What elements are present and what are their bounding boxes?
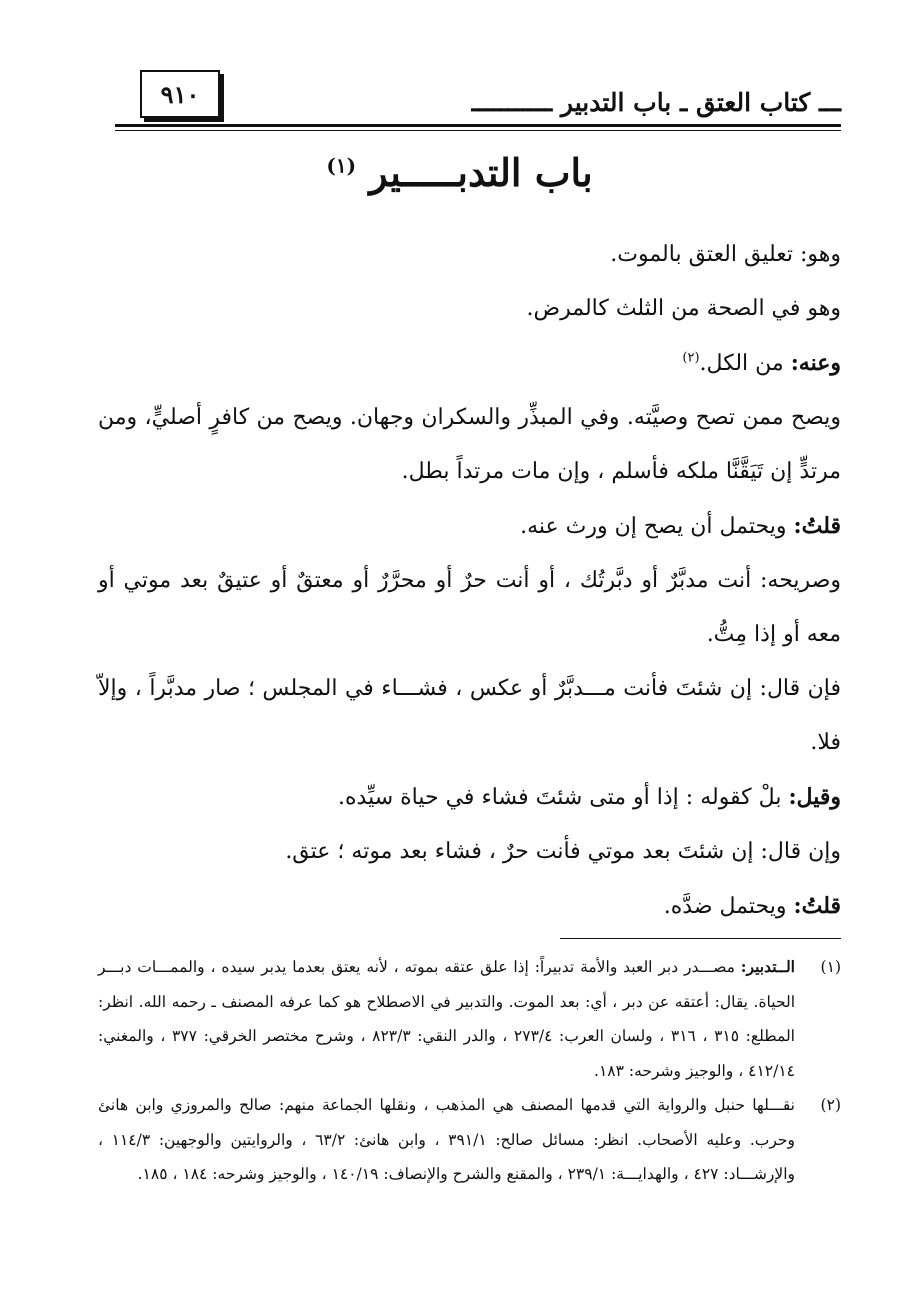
body-text [98,228,841,934]
paragraph-lead: قلتُ: [793,513,841,539]
chapter-title-text: باب التدبـــــير [369,150,593,195]
footnote [98,1088,841,1192]
paragraph: وهو في الصحة من الثلث كالمرض. [526,296,841,321]
header-rule [115,124,841,127]
page-number-box [140,70,220,118]
paragraph: فإن قال: إن شئتَ فأنت مـــدبَّرٌ أو عكس ، فشـــاء في المجلس ؛ صار مدبَّراً ، وإلاّ فلا. [98,676,841,755]
footnote-number: (٢) [820,1096,841,1114]
running-header: ـــ كتاب العتق ـ باب التدبير ـــــــــــ [471,88,841,117]
footnote-marker: (٢) [682,350,700,366]
paragraph: قلتُ: ويحتمل ضدَّه. [663,893,841,919]
page-number: ٩١٠ [160,79,200,109]
paragraph-lead: وقيل: [788,784,841,810]
paragraph: وعنه: من الكل.$^{(٢)}$ [682,350,841,376]
header-rule-thin [115,130,841,131]
paragraph: قلتُ: ويحتمل أن يصح إن ورث عنه. [520,513,841,539]
chapter-footnote-marker: (١) [326,153,357,178]
footnote [98,950,841,1088]
footnote-text: الــتدبير: مصـــدر دبر العبد والأمة تدبيراً: إذا علق عتقه بموته ، لأنه يعتق بعدما يدبر سيده ، والممـــات دبـــر الحياة. يقال: أعتقه عن دبر ، أي: بعد الموت. والتدبير في الاصطلاح هو كما عرفه المصنف ـ رحمه الله. انظر: المطلع: ٣١٥ ، ٣١٦ ، ولسان العرب: ٢٧٣/٤ ، والدر النقي: ٨٢٣/٣ ، وشرح مختصر الخرقي: ٣٧٧ ، والمغني: ٤١٢/١٤ ، والوجيز وشرحه: ١٨٣. [98,957,795,1080]
paragraph: وقيل: بلْ كقوله : إذا أو متى شئتَ فشاء في حياة سيِّده. [338,784,841,810]
footnote-term: الــتدبير: [740,957,795,976]
footnote-separator [560,938,841,939]
paragraph-lead: وعنه: [790,350,841,376]
paragraph: وصريحه: أنت مدبَّرٌ أو دبَّرتُك ، أو أنت حرٌ أو محرَّرٌ أو معتقٌ أو عتيقٌ بعد موتي أو معه أو إذا مِتُّ. [98,568,841,647]
paragraph-lead: قلتُ: [793,893,841,919]
paragraph: وهو: تعليق العتق بالموت. [610,242,841,267]
chapter-title [0,150,919,195]
paragraph: وإن قال: إن شئتَ بعد موتي فأنت حرٌ ، فشاء بعد موته ؛ عتق. [285,839,841,864]
paragraph: ويصح ممن تصح وصيَّته. وفي المبذِّر والسكران وجهان. ويصح من كافرٍ أصليٍّ، ومن مرتدٍّ إن تَيَقَّنَّا ملكه فأسلم ، وإن مات مرتداً بطل. [98,405,841,484]
footnote-number: (١) [820,958,841,976]
footnotes [98,950,841,1192]
footnote-text: نقـــلها حنبل والرواية التي قدمها المصنف هي المذهب ، ونقلها الجماعة منهم: صالح والمروزي وابن هانئ وحرب. وعليه الأصحاب. انظر: مسائل صالح: ٣٩١/١ ، وابن هانئ: ٦٣/٢ ، والروايتين والوجهين: ١١٤/٣ ، والإرشـــاد: ٤٢٧ ، والهدايـــة: ٢٣٩/١ ، والمقنع والشرح والإنصاف: ١٤٠/١٩ ، والوجيز وشرحه: ١٨٤ ، ١٨٥. [98,1096,795,1183]
